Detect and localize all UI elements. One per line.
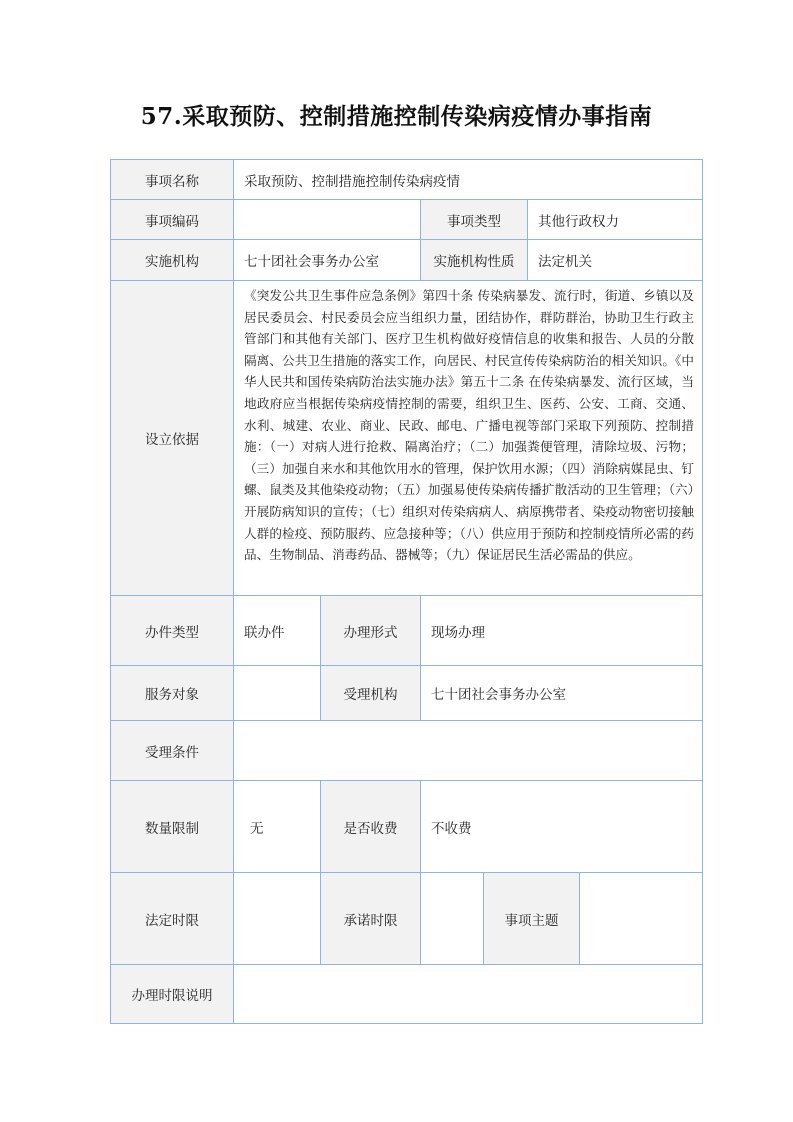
label-accept-agency: 受理机构 xyxy=(320,665,421,721)
label-basis: 设立依据 xyxy=(110,280,234,596)
label-time-note: 办理时限说明 xyxy=(110,964,234,1024)
value-item-type: 其他行政权力 xyxy=(527,199,703,240)
label-item-type: 事项类型 xyxy=(420,199,528,240)
value-topic xyxy=(579,872,703,965)
label-handle-form: 办理形式 xyxy=(320,595,421,666)
value-basis xyxy=(233,280,703,596)
value-time-note xyxy=(233,964,703,1024)
value-quantity-limit: 无 xyxy=(233,780,321,873)
page-title: 57.采取预防、控制措施控制传染病疫情办事指南 xyxy=(140,103,653,130)
value-item-name: 采取预防、控制措施控制传染病疫情 xyxy=(233,159,703,200)
value-promised-time xyxy=(420,872,484,965)
label-agency: 实施机构 xyxy=(110,239,234,281)
label-service-target: 服务对象 xyxy=(110,665,234,721)
label-accept-conditions: 受理条件 xyxy=(110,720,234,781)
label-topic: 事项主题 xyxy=(483,872,580,965)
value-service-target xyxy=(233,665,321,721)
value-fee: 不收费 xyxy=(420,780,703,873)
label-quantity-limit: 数量限制 xyxy=(110,780,234,873)
value-legal-time xyxy=(233,872,321,965)
label-item-code: 事项编码 xyxy=(110,199,234,240)
label-handle-type: 办件类型 xyxy=(110,595,234,666)
value-accept-conditions xyxy=(233,720,703,781)
value-handle-type: 联办件 xyxy=(233,595,321,666)
value-agency-nature: 法定机关 xyxy=(527,239,703,281)
value-agency: 七十团社会事务办公室 xyxy=(233,239,421,281)
label-promised-time: 承诺时限 xyxy=(320,872,421,965)
label-agency-nature: 实施机构性质 xyxy=(420,239,528,281)
value-item-code xyxy=(233,199,421,240)
basis-text: 《突发公共卫生事件应急条例》第四十条 传染病暴发、流行时，街道、乡镇以及居民委员会、村民委员会应当组织力量，团结协作，群防群治，协助卫生行政主管部门和其他有关部门、医疗卫生机构做好疫情信息的收集和报告、人员的分散隔离、公共卫生措施的落实工作，向居民、村民宣传传染病防治的相关知识。《中华人民共和国传染病防治法实施办法》第五十二条 在传染病暴发、流行区域，当地政府应当根据传染病疫情控制的需要，组织卫生、医药、公安、工商、交通、水利、城建、农业、商业、民政、邮电、广播电视等部门采取下列预防、控制措施：（一）对病人进行抢救、隔离治疗；（二）加强粪便管理，清除垃圾、污物；（三）加强自来水和其他饮用水的管理，保护饮用水源；（四）消除病媒昆虫、钉螺、鼠类及其他染疫动物；（五）加强易使传染病传播扩散活动的卫生管理；（六）开展防病知识的宣传；（七）组织对传染病病人、病原携带者、染疫动物密切接触人群的检疫、预防服药、应急接种等；（八）供应用于预防和控制疫情所必需的药品、生物制品、消毒药品、器械等；（九）保证居民生活必需品的供应。 xyxy=(244,288,694,563)
label-legal-time: 法定时限 xyxy=(110,872,234,965)
label-item-name: 事项名称 xyxy=(110,159,234,200)
label-fee: 是否收费 xyxy=(320,780,421,873)
value-handle-form: 现场办理 xyxy=(420,595,703,666)
value-accept-agency: 七十团社会事务办公室 xyxy=(420,665,703,721)
